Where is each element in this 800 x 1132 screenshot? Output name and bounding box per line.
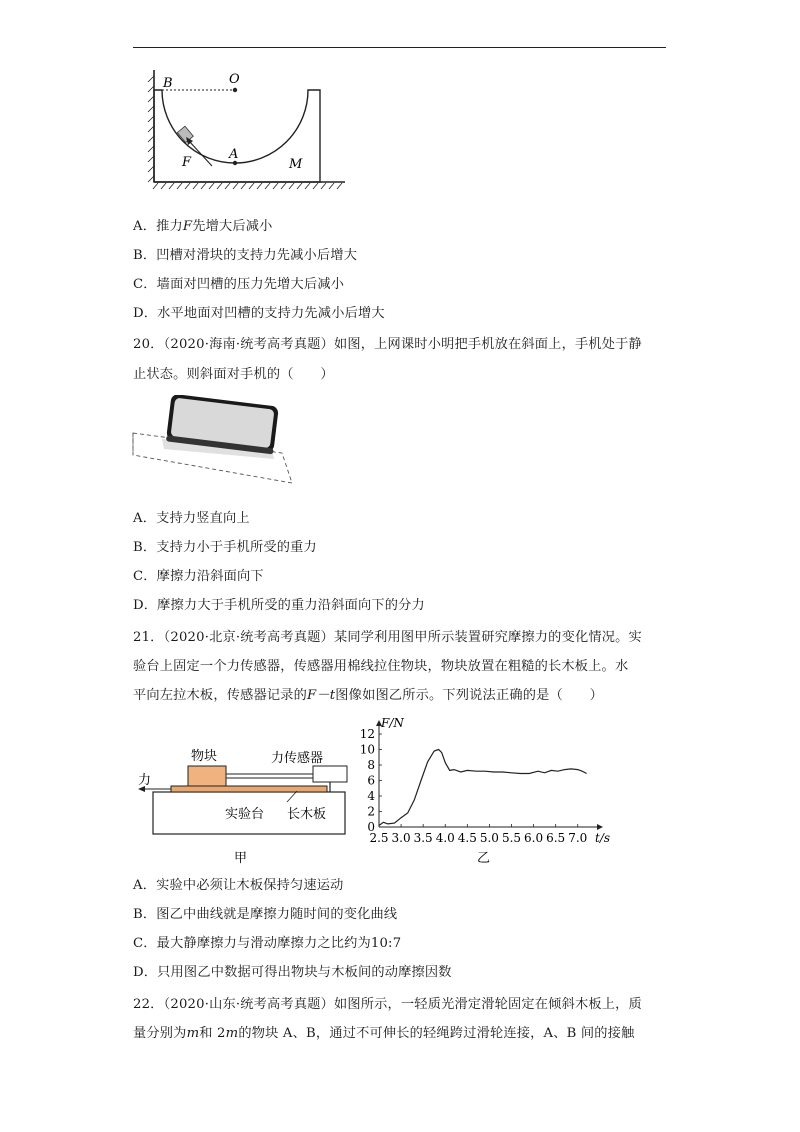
label-force: 力	[138, 773, 152, 788]
label-table: 实验台	[225, 807, 265, 822]
x-tick-label: 3.0	[391, 831, 411, 845]
x-tick-label: 6.5	[546, 831, 566, 845]
q20-option-a: A．支持力竖直向上	[133, 511, 250, 526]
x-tick-label: 3.5	[413, 831, 433, 845]
y-tick-label: 2	[367, 804, 375, 819]
q21-stem-line3: 平向左拉木板，传感器记录的F－t图像如图乙所示。下列说法正确的是（ ）	[133, 688, 604, 703]
groove-figure	[140, 62, 355, 197]
label-M: M	[289, 157, 303, 172]
x-tick-label: 4.0	[435, 831, 455, 845]
q21-option-b: B．图乙中曲线就是摩擦力随时间的变化曲线	[133, 907, 398, 922]
q21-option-d: D．只用图乙中数据可得出物块与木板间的动摩擦因数	[133, 965, 452, 980]
q21-option-a: A．实验中必须让木板保持匀速运动	[133, 878, 344, 893]
label-F: F	[182, 155, 192, 170]
y-tick-label: 8	[367, 758, 375, 772]
header-rule	[133, 47, 666, 48]
series-line	[379, 750, 587, 826]
q21-option-c: C．最大静摩擦力与滑动摩擦力之比约为10:7	[133, 936, 402, 951]
x-axis-arrow	[597, 824, 603, 830]
x-tick-label: 4.5	[457, 831, 477, 845]
caption-yi: 乙	[477, 851, 491, 866]
label-B: B	[163, 76, 173, 91]
apparatus-figure	[135, 740, 357, 868]
q20-option-d: D．摩擦力大于手机所受的重力沿斜面向下的分力	[133, 598, 425, 613]
x-tick-label: 2.5	[369, 831, 389, 845]
q22-stem-line1: 22．（2020·山东·统考高考真题）如图所示，一轻质光滑定滑轮固定在倾斜木板上，质	[133, 997, 642, 1012]
x-tick-label: 7.0	[568, 831, 588, 845]
label-block: 物块	[191, 749, 218, 764]
q19-option-b: B．凹槽对滑块的支持力先减小后增大	[133, 248, 358, 263]
q22-stem-line2: 量分别为m和 2m的物块 A、B，通过不可伸长的轻绳跨过滑轮连接，A、B 间的接触	[133, 1026, 635, 1041]
q21-stem-line1: 21．（2020·北京·统考高考真题）某同学利用图甲所示装置研究摩擦力的变化情况。实	[133, 630, 642, 645]
q19-option-c: C．墙面对凹槽的压力先增大后减小	[133, 277, 345, 292]
q20-option-c: C．摩擦力沿斜面向下	[133, 569, 264, 584]
caption-jia: 甲	[234, 851, 248, 866]
label-O: O	[229, 72, 240, 87]
label-sensor: 力传感器	[271, 751, 324, 766]
y-tick-label: 10	[359, 742, 375, 757]
phone-on-slope-figure	[132, 395, 302, 495]
x-tick-label: 5.0	[479, 831, 499, 845]
q20-stem-line2: 止状态。则斜面对手机的（ ）	[133, 367, 334, 382]
x-tick-label: 5.5	[501, 831, 522, 845]
q19-option-d: D．水平地面对凹槽的支持力先减小后增大	[133, 306, 385, 321]
x-tick-label: 6.0	[524, 831, 544, 845]
label-board: 长木板	[287, 807, 327, 822]
force-time-chart	[355, 716, 625, 866]
y-tick-label: 4	[367, 789, 375, 803]
y-tick-label: 0	[367, 820, 375, 834]
y-tick-label: 6	[367, 773, 375, 788]
y-tick-label: 12	[359, 727, 375, 741]
q20-option-b: B．支持力小于手机所受的重力	[133, 540, 317, 555]
q21-stem-line2: 验台上固定一个力传感器，传感器用棉线拉住物块，物块放置在粗糙的长木板上。水	[133, 659, 629, 674]
label-A: A	[229, 147, 239, 162]
q19-option-a: A．推力F先增大后减小	[133, 219, 273, 234]
y-axis-label: F/N	[381, 716, 404, 730]
q20-stem-line1: 20．（2020·海南·统考高考真题）如图，上网课时小明把手机放在斜面上，手机处于静	[133, 337, 642, 352]
x-axis-label: t/s	[595, 831, 611, 845]
